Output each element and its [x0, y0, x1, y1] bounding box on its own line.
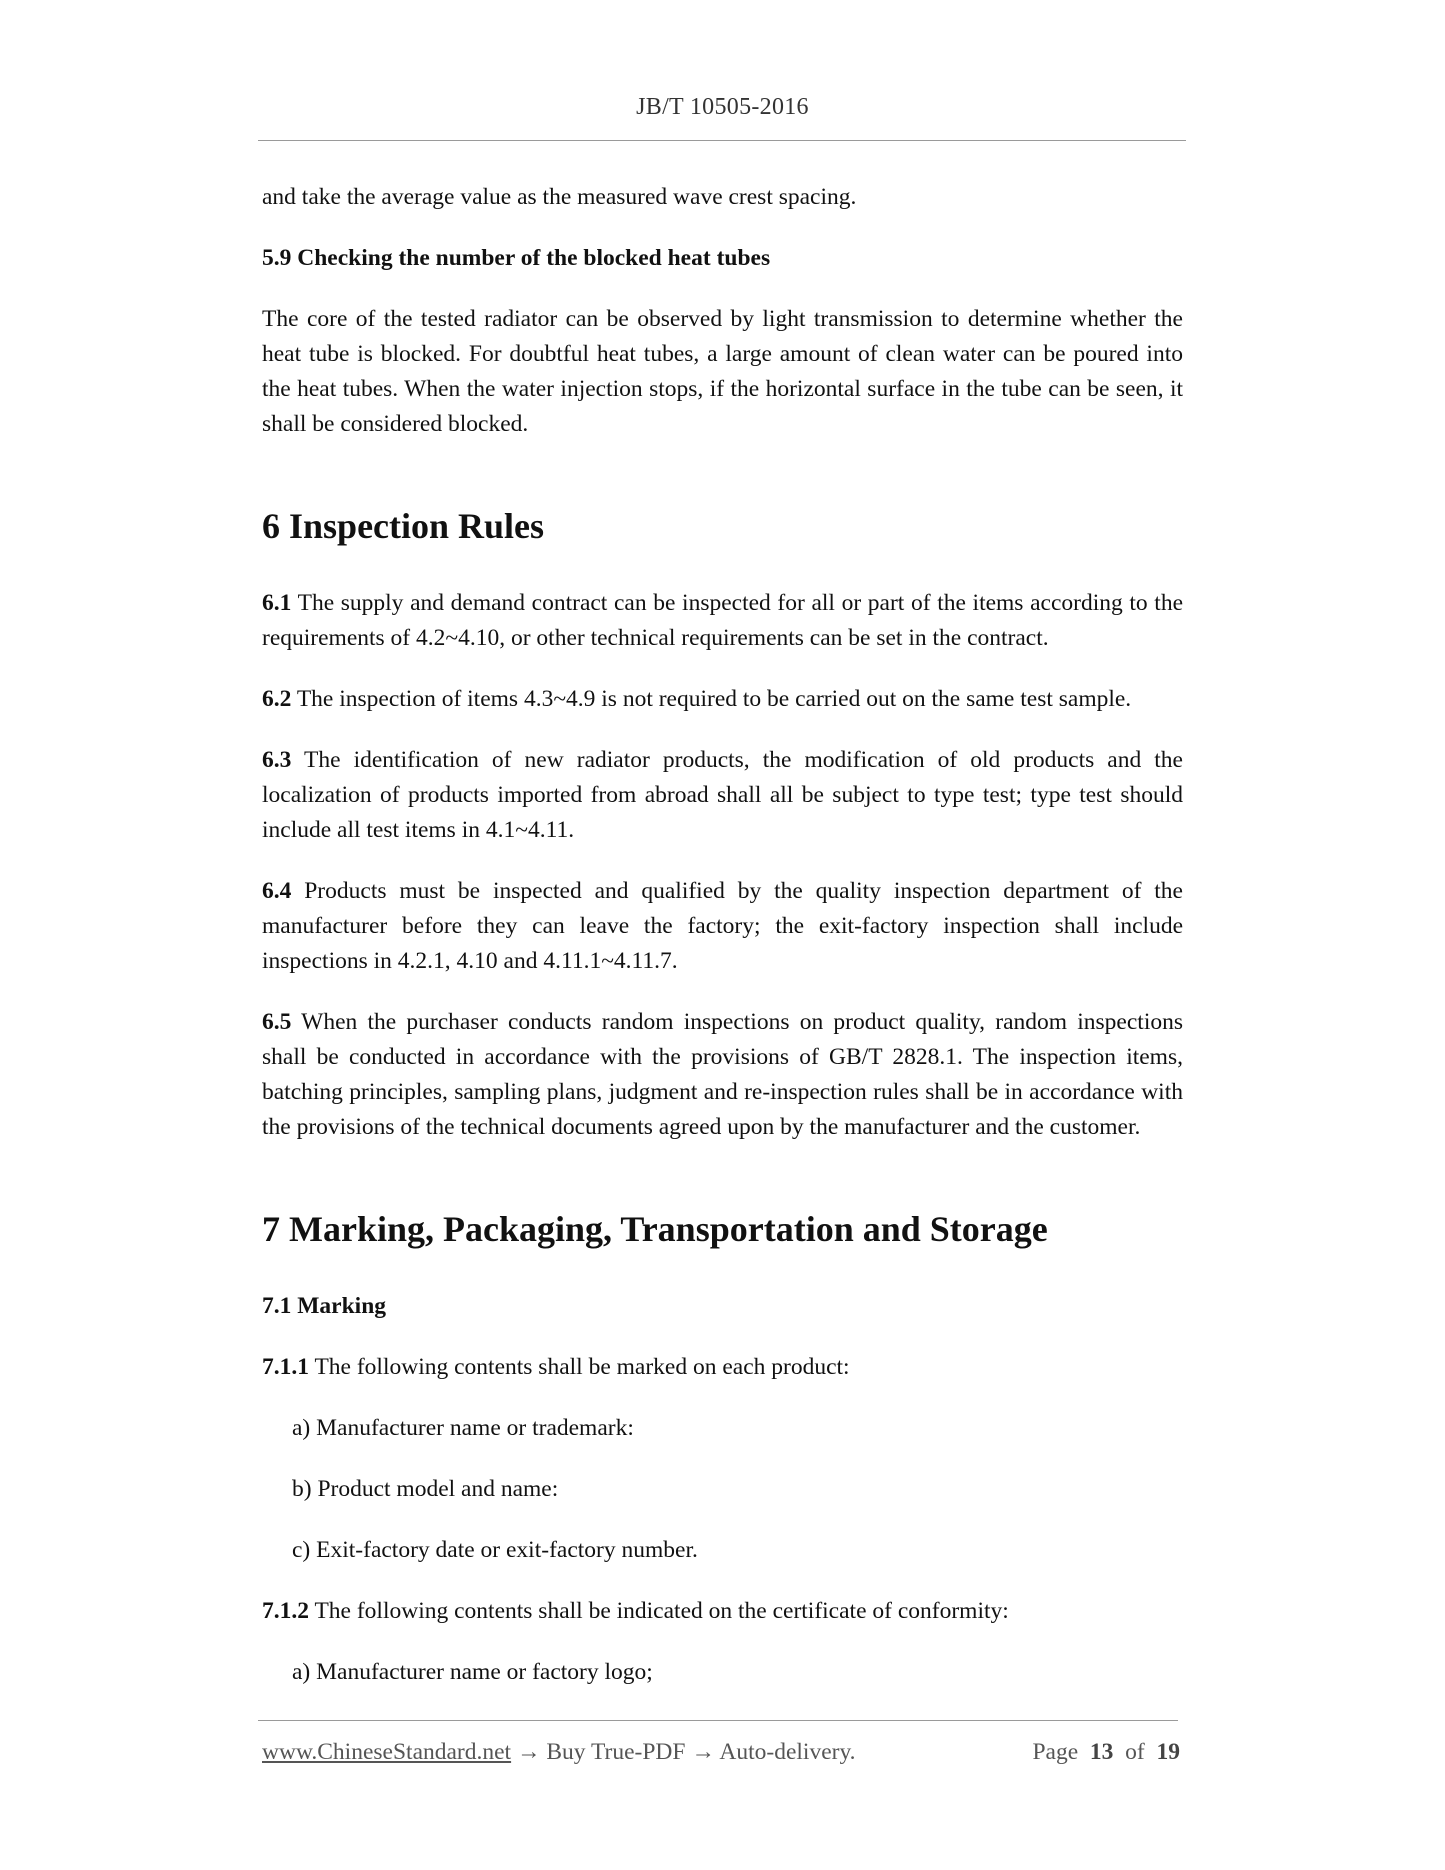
section-6-title: 6 Inspection Rules — [262, 506, 545, 546]
clause-6-2-number: 6.2 — [262, 686, 292, 712]
clause-6-5-number: 6.5 — [262, 1009, 292, 1035]
clause-7-1-1 — [262, 1350, 1183, 1385]
clause-6-2 — [262, 682, 1183, 717]
section-7-title: 7 Marking, Packaging, Transportation and Storage — [262, 1209, 1048, 1249]
current-page-number: 13 — [1089, 1739, 1114, 1765]
footer-divider — [258, 1720, 1178, 1721]
website-link[interactable]: www.ChineseStandard.net — [262, 1739, 512, 1765]
page-indicator — [1032, 1739, 1180, 1766]
list-item: a) Manufacturer name or trademark: — [292, 1415, 634, 1441]
of-label: of — [1125, 1739, 1145, 1765]
header-divider — [258, 140, 1186, 141]
continuation-paragraph: and take the average value as the measured wave crest spacing. — [262, 184, 857, 210]
list-item: c) Exit-factory date or exit-factory number. — [292, 1537, 698, 1563]
footer-promo-text: → Buy True-PDF → Auto-delivery. — [511, 1739, 856, 1765]
page-label: Page — [1032, 1739, 1079, 1765]
clause-6-4-number: 6.4 — [262, 878, 292, 904]
clause-7-1-2-text: The following contents shall be indicated on the certificate of conformity: — [309, 1598, 1009, 1624]
footer-promo — [262, 1739, 856, 1766]
clause-6-1-number: 6.1 — [262, 590, 292, 616]
clause-6-3-text: The identification of new radiator products, the modification of old products and the localization of products imported from abroad shall all be subject to type test; type test should include all test items in 4.1~4.11. — [262, 747, 1183, 843]
clause-7-1-heading: 7.1 Marking — [262, 1293, 387, 1319]
clause-6-1 — [262, 586, 1183, 656]
clause-5-9-heading: 5.9 Checking the number of the blocked heat tubes — [262, 245, 771, 271]
clause-6-4 — [262, 874, 1183, 979]
clause-7-1-1-text: The following contents shall be marked on each product: — [309, 1354, 850, 1380]
clause-7-1-2-number: 7.1.2 — [262, 1598, 309, 1624]
clause-7-1-1-number: 7.1.1 — [262, 1354, 309, 1380]
clause-6-5 — [262, 1005, 1183, 1145]
clause-5-9-text: The core of the tested radiator can be observed by light transmission to determine whether the heat tube is blocked. For doubtful heat tubes, a large amount of clean water can be poured into the heat tubes. When the water injection stops, if the horizontal surface in the tube can be seen, it shall be considered blocked. — [262, 306, 1183, 437]
clause-6-2-text: The inspection of items 4.3~4.9 is not required to be carried out on the same test sample. — [291, 686, 1132, 712]
clause-7-1-2 — [262, 1594, 1183, 1629]
total-pages-number: 19 — [1156, 1739, 1180, 1765]
clause-6-4-text: Products must be inspected and qualified by the quality inspection department of the manufacturer before they can leave the factory; the exit-factory inspection shall include inspections in 4.2.1, 4.10 and 4.11.1~4.11.7. — [262, 878, 1183, 974]
clause-6-3 — [262, 743, 1183, 848]
list-item: b) Product model and name: — [292, 1476, 559, 1502]
clause-6-1-text: The supply and demand contract can be inspected for all or part of the items according to the requirements of 4.2~4.10, or other technical requirements can be set in the contract. — [262, 590, 1183, 651]
clause-6-5-text: When the purchaser conducts random inspections on product quality, random inspections shall be conducted in accordance with the provisions of GB/T 2828.1. The inspection items, batching principles, sampling plans, judgment and re-inspection rules shall be in accordance with the provisions of the technical documents agreed upon by the manufacturer and the customer. — [262, 1009, 1183, 1140]
clause-6-3-number: 6.3 — [262, 747, 292, 773]
document-code-header: JB/T 10505-2016 — [636, 94, 809, 120]
page-content — [262, 180, 1183, 1716]
list-item: a) Manufacturer name or factory logo; — [292, 1659, 653, 1685]
